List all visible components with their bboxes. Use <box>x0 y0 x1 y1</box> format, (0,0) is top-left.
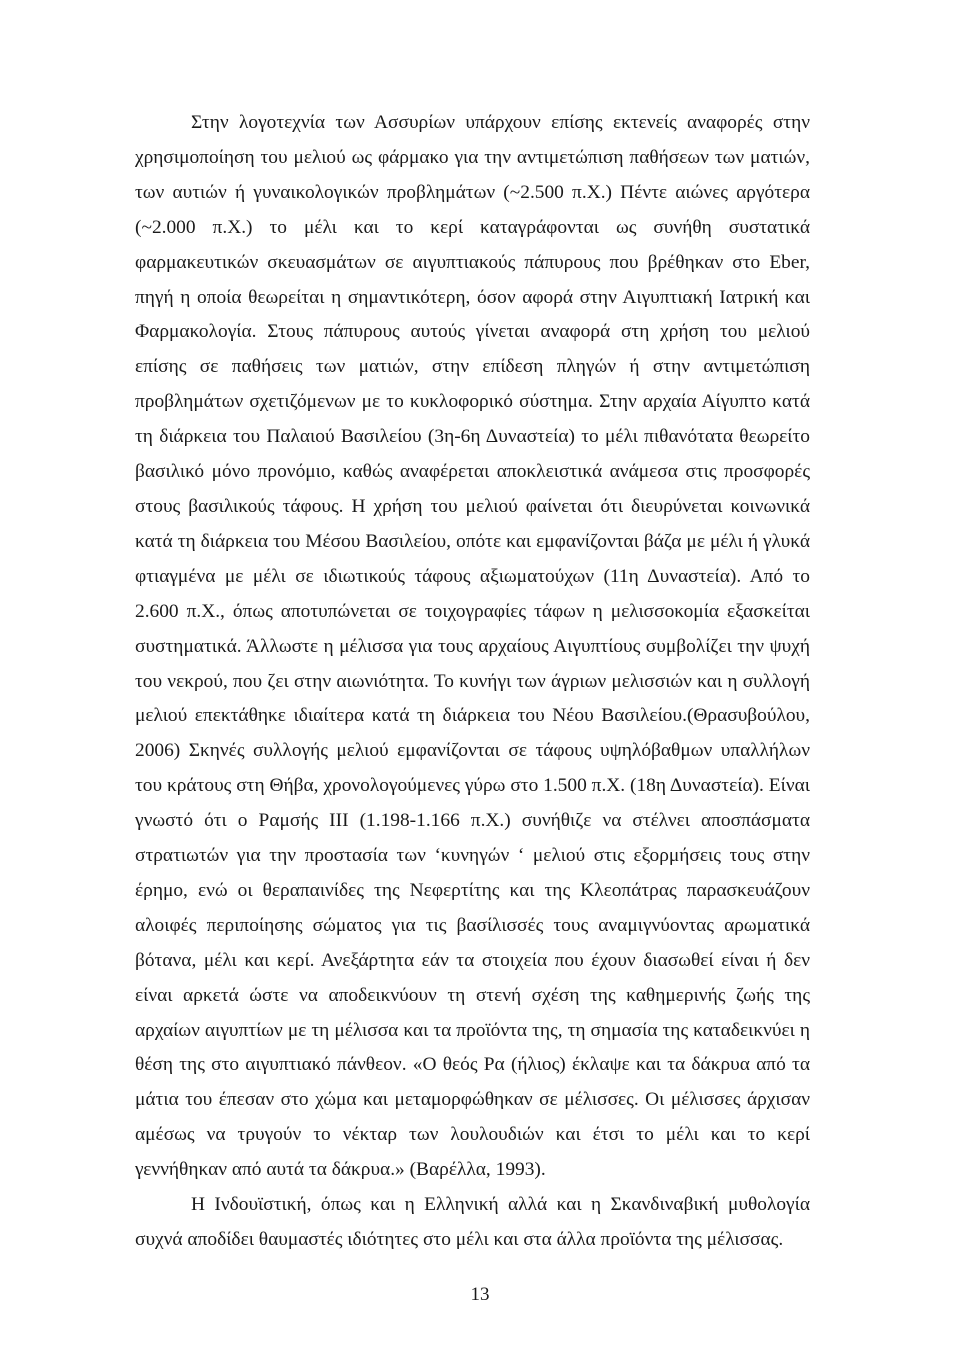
paragraph-mythology: Η Ινδουϊστική, όπως και η Ελληνική αλλά και η Σκανδιναβική μυθολογία συχνά αποδίδει θαυμαστές ιδιότητες στο μέλι και στα άλλα προϊόντα της μέλισσας. <box>135 1194 810 1250</box>
page-number: 13 <box>470 1284 490 1305</box>
body-text <box>135 106 810 1258</box>
paragraph-assyrian-egyptian-honey: Στην λογοτεχνία των Ασσυρίων υπάρχουν επίσης εκτενείς αναφορές στην χρησιμοποίηση του μελιού ως φάρμακο για την αντιμετώπιση παθήσεων των ματιών, των αυτιών ή γυναικολογικών προβλημάτων (~2.500 π.Χ.) Πέντε αιώνες αργότερα (~2.000 π.Χ.) το μέλι και το κερί καταγράφονται ως συνήθη συστατικά φαρμακευτικών σκευασμάτων σε αιγυπτιακούς πάπυρους που βρέθηκαν στο Eber, πηγή η οποία θεωρείται η σημαντικότερη, όσον αφορά στην Αιγυπτιακή Ιατρική και Φαρμακολογία. Στους πάπυρους αυτούς γίνεται αναφορά στη χρήση του μελιού επίσης σε παθήσεις των ματιών, στην επίδεση πληγών ή στην αντιμετώπιση προβλημάτων σχετιζόμενων με το κυκλοφορικό σύστημα. Στην αρχαία Αίγυπτο κατά τη διάρκεια του Παλαιού Βασιλείου (3η-6η Δυναστεία) το μέλι πιθανότατα θεωρείτο βασιλικό μόνο προνόμιο, καθώς αναφέρεται αποκλειστικά ανάμεσα στις προσφορές στους βασιλικούς τάφους. Η χρήση του μελιού φαίνεται ότι διευρύνεται κοινωνικά κατά τη διάρκεια του Μέσου Βασιλείου, οπότε και εμφανίζονται βάζα με μέλι ή γλυκά φτιαγμένα με μέλι σε ιδιωτικούς τάφους αξιωματούχων (11η Δυναστεία). Από το 2.600 π.Χ., όπως αποτυπώνεται σε τοιχογραφίες τάφων η μελισσοκομία εξασκείται συστηματικά. Άλλωστε η μέλισσα για τους αρχαίους Αιγυπτίους συμβολίζει την ψυχή του νεκρού, που ζει στην αιωνιότητα. Το κυνήγι των άγριων μελισσιών και η συλλογή μελιού επεκτάθηκε ιδιαίτερα κατά τη διάρκεια του Νέου Βασιλείου.(Θρασυβούλου, 2006) Σκηνές συλλογής μελιού εμφανίζονται σε τάφους υψηλόβαθμων υπαλλήλων του κράτους στη Θήβα, χρονολογούμενες γύρω στο 1.500 π.Χ. (18η Δυναστεία). Είναι γνωστό ότι ο Ραμσής ΙΙΙ (1.198-1.166 π.Χ.) συνήθιζε να στέλνει αποσπάσματα στρατιωτών για την προστασία των ‘κυνηγών ‘ μελιού στις εξορμήσεις τους στην έρημο, ενώ οι θεραπαινίδες της Νεφερτίτης και της Κλεοπάτρας παρασκευάζουν αλοιφές περιποίησης σώματος για τις βασίλισσές τους αναμιγνύοντας αρωματικά βότανα, μέλι και κερί. Ανεξάρτητα εάν τα στοιχεία που έχουν διασωθεί είναι ή δεν είναι αρκετά ώστε να αποδεικνύουν τη στενή σχέση της καθημερινής ζωής της αρχαίων αιγυπτίων με τη μέλισσα και τα προϊόντα της, τη σημασία της καταδεικνύει η θέση της στο αιγυπτιακό πάνθεον. «Ο θεός Ρα (ήλιος) έκλαψε και τα δάκρυα από τα μάτια του έπεσαν στο χώμα και μεταμορφώθηκαν σε μέλισσες. Οι μέλισσες άρχισαν αμέσως να τρυγούν το νέκταρ των λουλουδιών και έτσι το μέλι και το κερί γεννήθηκαν από αυτά τα δάκρυα.» (Βαρέλλα, 1993). <box>135 112 810 1181</box>
